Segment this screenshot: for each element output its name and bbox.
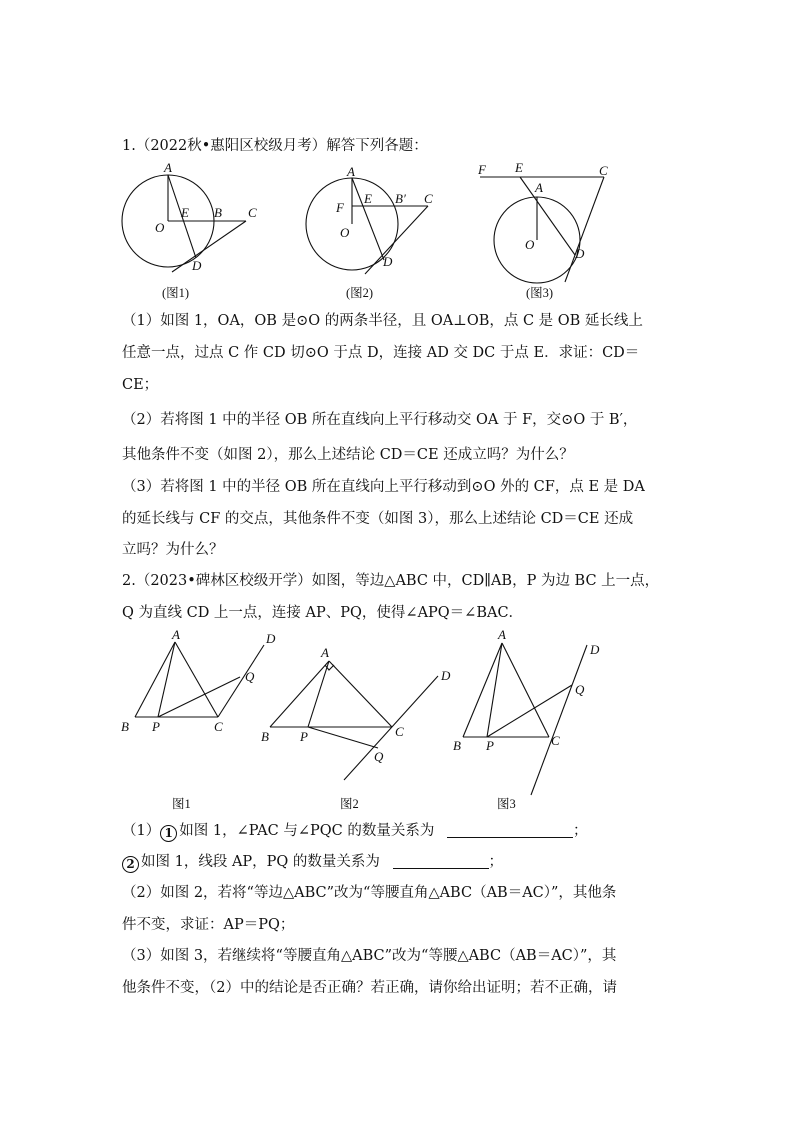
q2-s2-line2: 件不变，求证：AP＝PQ； [122,917,295,933]
q1-figure-2 [306,164,433,300]
q1-p3-line3: 立吗？为什么？ [122,542,224,558]
q1-figure-1 [122,160,257,300]
q2-s3-line1: （3）如图 3，若继续将“等腰直角△ABC”改为“等腰△ABC（AB＝AC）”，其 [122,948,617,964]
q1-p3-line2: 的延长线与 CF 的交点，其他条件不变（如图 3），那么上述结论 CD＝CE 还成 [122,511,634,527]
q1-p1-line1: （1）如图 1，OA，OB 是⊙O 的两条半径，且 OA⊥OB，点 C 是 OB 延长线上 [122,313,643,329]
q1-header: 1.（2022秋•惠阳区校级月考）解答下列各题： [122,138,428,154]
label-c: C [424,191,433,206]
q1-p2-line2: 其他条件不变（如图 2），那么上述结论 CD＝CE 还成立吗？为什么？ [122,447,574,463]
label-b: B [121,719,129,734]
q2-s1b [122,852,503,873]
label-o: O [525,237,535,252]
label-p: P [486,738,494,753]
q2-s1b-end: ； [488,854,504,870]
q1-p3-line1: （3）若将图 1 中的半径 OB 所在直线向上平行移动到⊙O 外的 CF，点 E 是 DA [122,479,645,495]
q1-p1-line2: 任意一点，过点 C 作 CD 切⊙O 于点 D，连接 AD 交 DC 于点 E．求证：CD＝ [122,345,640,361]
label-a: A [172,627,180,642]
label-q: Q [245,669,255,684]
label-d: D [590,642,600,657]
q2-header-line1: 2.（2023•碑林区校级开学）如图，等边△ABC 中，CD∥AB，P 为边 BC 上一点， [122,573,660,589]
q1-figure-3 [477,160,608,300]
label-d: D [441,668,451,683]
q2-figure-1 [121,627,276,811]
label-b: B [453,738,461,753]
label-c: C [551,733,560,748]
label-a: A [321,645,329,660]
q2-header-line2: Q 为直线 CD 上一点，连接 AP、PQ，使得∠APQ＝∠BAC． [122,605,524,621]
q2-s3-line2: 他条件不变，（2）中的结论是否正确？若正确，请你给出证明；若不正确，请 [122,980,617,996]
caption-fig3: (图3) [526,286,554,300]
q2-s1a-end: ； [572,823,588,839]
label-d: D [383,254,393,269]
label-c: C [214,719,223,734]
q2-figure-3 [453,627,600,811]
label-o: O [340,225,350,240]
q2-s1b-text: 如图 1，线段 AP，PQ 的数量关系为 [141,854,380,870]
caption-fig2: 图2 [340,797,359,811]
label-d: D [266,631,276,646]
q2-s1a [122,821,587,842]
label-e: E [181,205,189,220]
q2-s1a-prefix: （1） [122,823,161,839]
label-f: F [336,200,344,215]
label-f: F [478,162,486,177]
circled-number-1: 1 [160,825,177,842]
label-q: Q [374,749,384,764]
label-b: B [214,205,222,220]
q1-p1-line3: CE； [122,377,159,393]
label-a: A [498,627,506,642]
q2-s2-line1: （2）如图 2，若将“等边△ABC”改为“等腰直角△ABC（AB＝AC）”，其他条 [122,885,617,901]
label-a: A [535,180,543,195]
q2-figure-2 [261,645,451,811]
label-p: P [152,719,160,734]
label-p: P [300,729,308,744]
label-d: D [575,246,585,261]
label-e: E [364,191,372,206]
caption-fig1: 图1 [172,797,191,811]
label-c: C [395,724,404,739]
q2-s1a-text: 如图 1，∠PAC 与∠PQC 的数量关系为 [179,823,435,839]
answer-blank-2[interactable] [393,854,489,869]
label-c: C [248,205,257,220]
answer-blank-1[interactable] [447,823,573,838]
label-c: C [599,163,608,178]
label-o: O [155,220,165,235]
label-d: D [192,258,202,273]
circled-number-2: 2 [122,856,139,873]
q1-p2-line1: （2）若将图 1 中的半径 OB 所在直线向上平行移动交 OA 于 F，交⊙O 于 B′， [122,412,638,428]
label-a: A [164,160,172,175]
label-a: A [347,164,355,179]
caption-fig3: 图3 [497,797,516,811]
label-b-prime: B′ [395,191,406,206]
label-b: B [261,729,269,744]
label-e: E [515,160,523,175]
caption-fig2: (图2) [346,286,374,300]
caption-fig1: (图1) [162,286,190,300]
label-q: Q [575,682,585,697]
